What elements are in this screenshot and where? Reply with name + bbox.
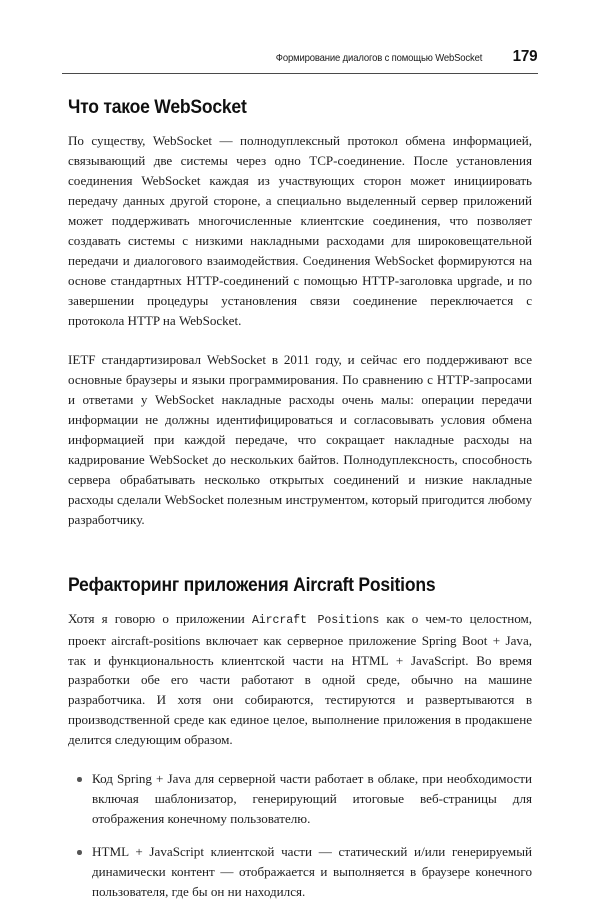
list-item bbox=[68, 842, 532, 902]
page-content bbox=[68, 96, 532, 902]
list-item-label: HTML + JavaScript клиентской части — статический и/или генерируемый динамически контент — отображается и выполняется в браузере конечного пользователя, где бы он ни находился. bbox=[92, 844, 532, 900]
paragraph-websocket-overview: По существу, WebSocket — полнодуплексный протокол обмена информацией, связывающий две системы через одно TCP-соединение. После установления соединения WebSocket каждая из участвующих сторон может инициировать передачу данных другой стороне, а специально выделенный сервер приложений может поддерживать многочисленные клиентские соединения, что позволяет создавать системы с низкими накладными расходами для широковещательной передачи и диалогового взаимодействия. Соединения WebSocket формируются на основе стандартных HTTP-соединений с помощью HTTP-заголовка upgrade, и по завершении процедуры установления связи соединение переключается с протокола HTTP на WebSocket. bbox=[68, 133, 532, 328]
bullet-dot-icon bbox=[77, 777, 82, 782]
header-divider-rule bbox=[62, 73, 538, 74]
paragraph-aircraft-positions-intro bbox=[68, 609, 532, 751]
intro-text-after-code: как о чем-то целостном, проект aircraft-positions включает как серверное приложение Spring Boot + Java, так и функциональность клиентской части на HTML + JavaScript. Во время разработки обе его части работают в одной среде, обычно на машине разработчика. И хотя они собираются, тестируются и развертываются в производственной среде как единое целое, выполнение приложения в продакшене делится следующим образом. bbox=[68, 610, 533, 748]
bullet-dot-icon bbox=[77, 850, 82, 855]
inline-code-aircraft-positions: Aircraft Positions bbox=[251, 613, 380, 627]
page-number: 179 bbox=[512, 48, 538, 65]
intro-text-before-code: Хотя я говорю о приложении bbox=[68, 610, 252, 626]
list-item bbox=[68, 769, 532, 829]
paragraph-websocket-ietf: IETF стандартизировал WebSocket в 2011 году, и сейчас его поддерживают все основные браузеры и языки программирования. По сравнению с HTTP-запросами и ответами у WebSocket накладные расходы очень малы: операции передачи информации не должны идентифицироваться и согласовывать условия обмена информацией при каждой передаче, что сокращает накладные расходы на кадрирование WebSocket до нескольких байтов. Полнодуплексность, способность сервера обрабатывать несколько открытых соединений и низкие накладные расходы сделали WebSocket полезным инструментом, который пригодится любому разработчику. bbox=[68, 352, 532, 527]
running-head bbox=[62, 48, 538, 66]
heading-what-is-websocket: Что такое WebSocket bbox=[68, 96, 247, 118]
deployment-bullet-list bbox=[68, 769, 532, 902]
heading-refactoring-aircraft-positions: Рефакторинг приложения Aircraft Positions bbox=[68, 573, 436, 596]
list-item-label: Код Spring + Java для серверной части работает в облаке, при необходимости включая шаблонизатор, генерирующий итоговые веб-страницы для отображения конечному пользователю. bbox=[92, 771, 532, 827]
running-head-title: Формирование диалогов с помощью WebSocket bbox=[275, 53, 483, 64]
